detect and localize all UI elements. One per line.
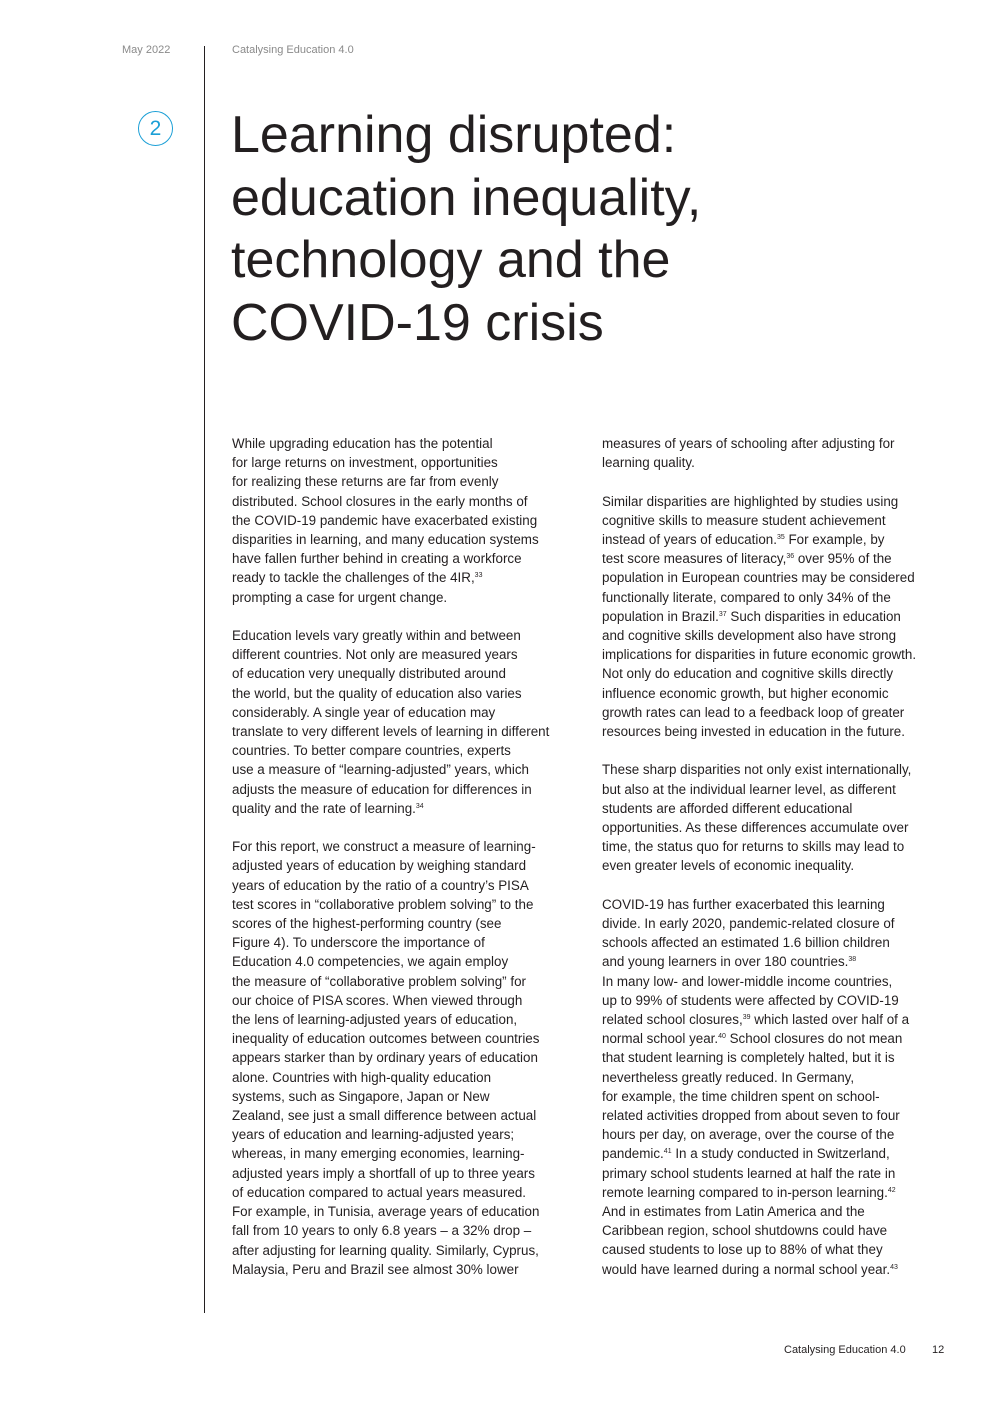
vertical-divider: [204, 46, 205, 1313]
paragraph: For this report, we construct a measure of learning- adjusted years of education by weighing standard years of education by the ratio of a country’s PISA test scores in “collaborative problem solving” to the scores of the highest-performing country (see Figure 4). To underscore the importance of Education 4.0 competencies, we again employ the measure of “collaborative problem solving” for our choice of PISA scores. When viewed through the lens of learning-adjusted years of education, inequality of education outcomes between countries appears starker than by ordinary years of education alone. Countries with high-quality education systems, such as Singapore, Japan or New Zealand, see just a small difference between actual years of education and learning-adjusted years; whereas, in many emerging economies, learning- adjusted years imply a shortfall of up to three years of education compared to actual years measured. For example, in Tunisia, average years of education fall from 10 years to only 6.8 years – a 32% drop – after adjusting for learning quality. Similarly, Cyprus, Malaysia, Peru and Brazil see almost 30% lower: [232, 839, 540, 1277]
paragraph: Education levels vary greatly within and between different countries. Not only are measured years of education very unequally distributed around the world, but the quality of education also varies considerably. A single year of education may translate to very different levels of learning in different countries. To better compare countries, experts use a measure of “learning-adjusted” years, which adjusts the measure of education for differences in quality and the rate of learning.$^{34}$: [232, 628, 550, 816]
title-line: education inequality,: [231, 168, 702, 227]
paragraph: These sharp disparities not only exist internationally, but also at the individual learner level, as different students are afforded different educational opportunities. As these differences accumulate over time, the status quo for returns to skills may lead to even greater levels of economic inequality.: [602, 762, 912, 874]
header-report-title: Catalysing Education 4.0: [232, 44, 354, 56]
footnote-ref: 37: [718, 610, 727, 618]
footnote-ref: 41: [663, 1148, 672, 1156]
title-line: COVID-19 crisis: [231, 293, 604, 352]
footnote-ref: 36: [786, 553, 795, 561]
header-date: May 2022: [122, 44, 171, 56]
footnote-ref: 43: [890, 1263, 898, 1271]
page-title: [231, 104, 891, 354]
footnote-ref: 38: [848, 956, 857, 964]
body-column-left: [232, 434, 577, 1298]
footnote-ref: 34: [415, 802, 424, 810]
footnote-ref: 35: [776, 534, 785, 541]
footnote-ref: 42: [887, 1186, 896, 1194]
footer-report-title: Catalysing Education 4.0: [784, 1344, 906, 1356]
page-number: 12: [932, 1344, 945, 1356]
chapter-number-badge: 2: [138, 111, 173, 146]
paragraph: measures of years of schooling after adjusting for learning quality.: [602, 436, 895, 471]
footnote-ref: 33: [474, 572, 483, 580]
title-line: Learning disrupted:: [231, 106, 677, 164]
footnote-ref: 39: [742, 1014, 751, 1022]
paragraph: COVID-19 has further exacerbated this learning divide. In early 2020, pandemic-related closure of schools affected an estimated 1.6 billion children and young learners in over 180 countries.$^{38}$ In many low- and lower-middle income countries, up to 99% of students were affected by COVID-19 related school closures,$^{39}$ which lasted over half of a normal school year.$^{40}$ School closures do not mean that student learning is completely halted, but it is nevertheless greatly reduced. In Germany, for example, the time children spent on school- related activities dropped from about seven to four hours per day, on average, over the course of the pandemic.$^{41}$ In a study conducted in Switzerland, primary school students learned at half the rate in remote learning compared to in-person learning.$^{42}$ And in estimates from Latin America and the Caribbean region, school shutdowns could have caused students to lose up to 88% of what they would have learned during a normal school year.$^{43}$: [602, 896, 910, 1277]
title-line: technology and the: [231, 231, 671, 289]
paragraph: While upgrading education has the potential for large returns on investment, opportunities for realizing these returns are far from evenly distributed. School closures in the early months of the COVID-19 pandemic have exacerbated existing disparities in learning, and many education systems have fallen further behind in creating a workforce ready to tackle the challenges of the 4IR,$^{33}$ prompting a case for urgent change.: [232, 436, 539, 605]
body-column-right: [602, 434, 947, 1298]
paragraph: Similar disparities are highlighted by studies using cognitive skills to measure student achievement instead of years of education.$^{35}$ For example, by test score measures of literacy,$^{36}$ over 95% of the population in European countries may be considered functionally literate, compared to only 34% of the population in Brazil.$^{37}$ Such disparities in education and cognitive skills development also have strong implications for disparities in future economic growth. Not only do education and cognitive skills directly influence economic growth, but higher economic growth rates can lead to a feedback loop of greater resources being invested in education in the future.: [602, 493, 917, 740]
footnote-ref: 40: [718, 1033, 726, 1041]
